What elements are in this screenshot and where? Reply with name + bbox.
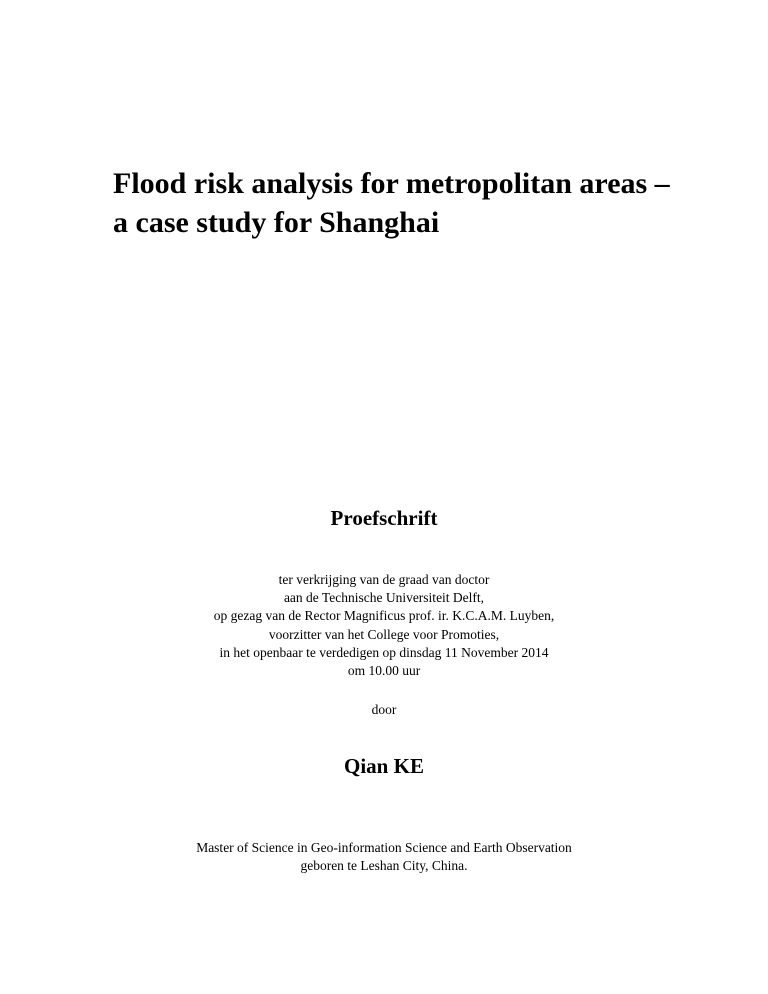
author-name: Qian KE <box>344 754 424 778</box>
thesis-title-line-1: Flood risk analysis for metropolitan areas – <box>113 167 670 200</box>
degree-statement-line-5: in het openbaar te verdedigen op dinsdag 11 November 2014 <box>219 644 549 660</box>
thesis-title-line-2: a case study for Shanghai <box>113 206 440 239</box>
author-credentials-line-2: geboren te Leshan City, China. <box>300 858 468 874</box>
author-credentials <box>0 839 768 875</box>
author-credentials-line-1: Master of Science in Geo-information Science and Earth Observation <box>196 840 572 855</box>
degree-statement-line-4: voorzitter van het College voor Promoties, <box>268 626 500 642</box>
door-label: door <box>371 702 397 717</box>
document-type-heading: Proefschrift <box>330 506 438 530</box>
degree-statement <box>0 571 768 680</box>
degree-statement-line-6: om 10.00 uur <box>347 663 421 679</box>
degree-statement-line-1: ter verkrijging van de graad van doctor <box>278 572 490 587</box>
thesis-title <box>113 164 673 242</box>
degree-statement-line-3: op gezag van de Rector Magnificus prof. ir. K.C.A.M. Luyben, <box>213 608 555 624</box>
degree-statement-line-2: aan de Technische Universiteit Delft, <box>283 590 485 606</box>
